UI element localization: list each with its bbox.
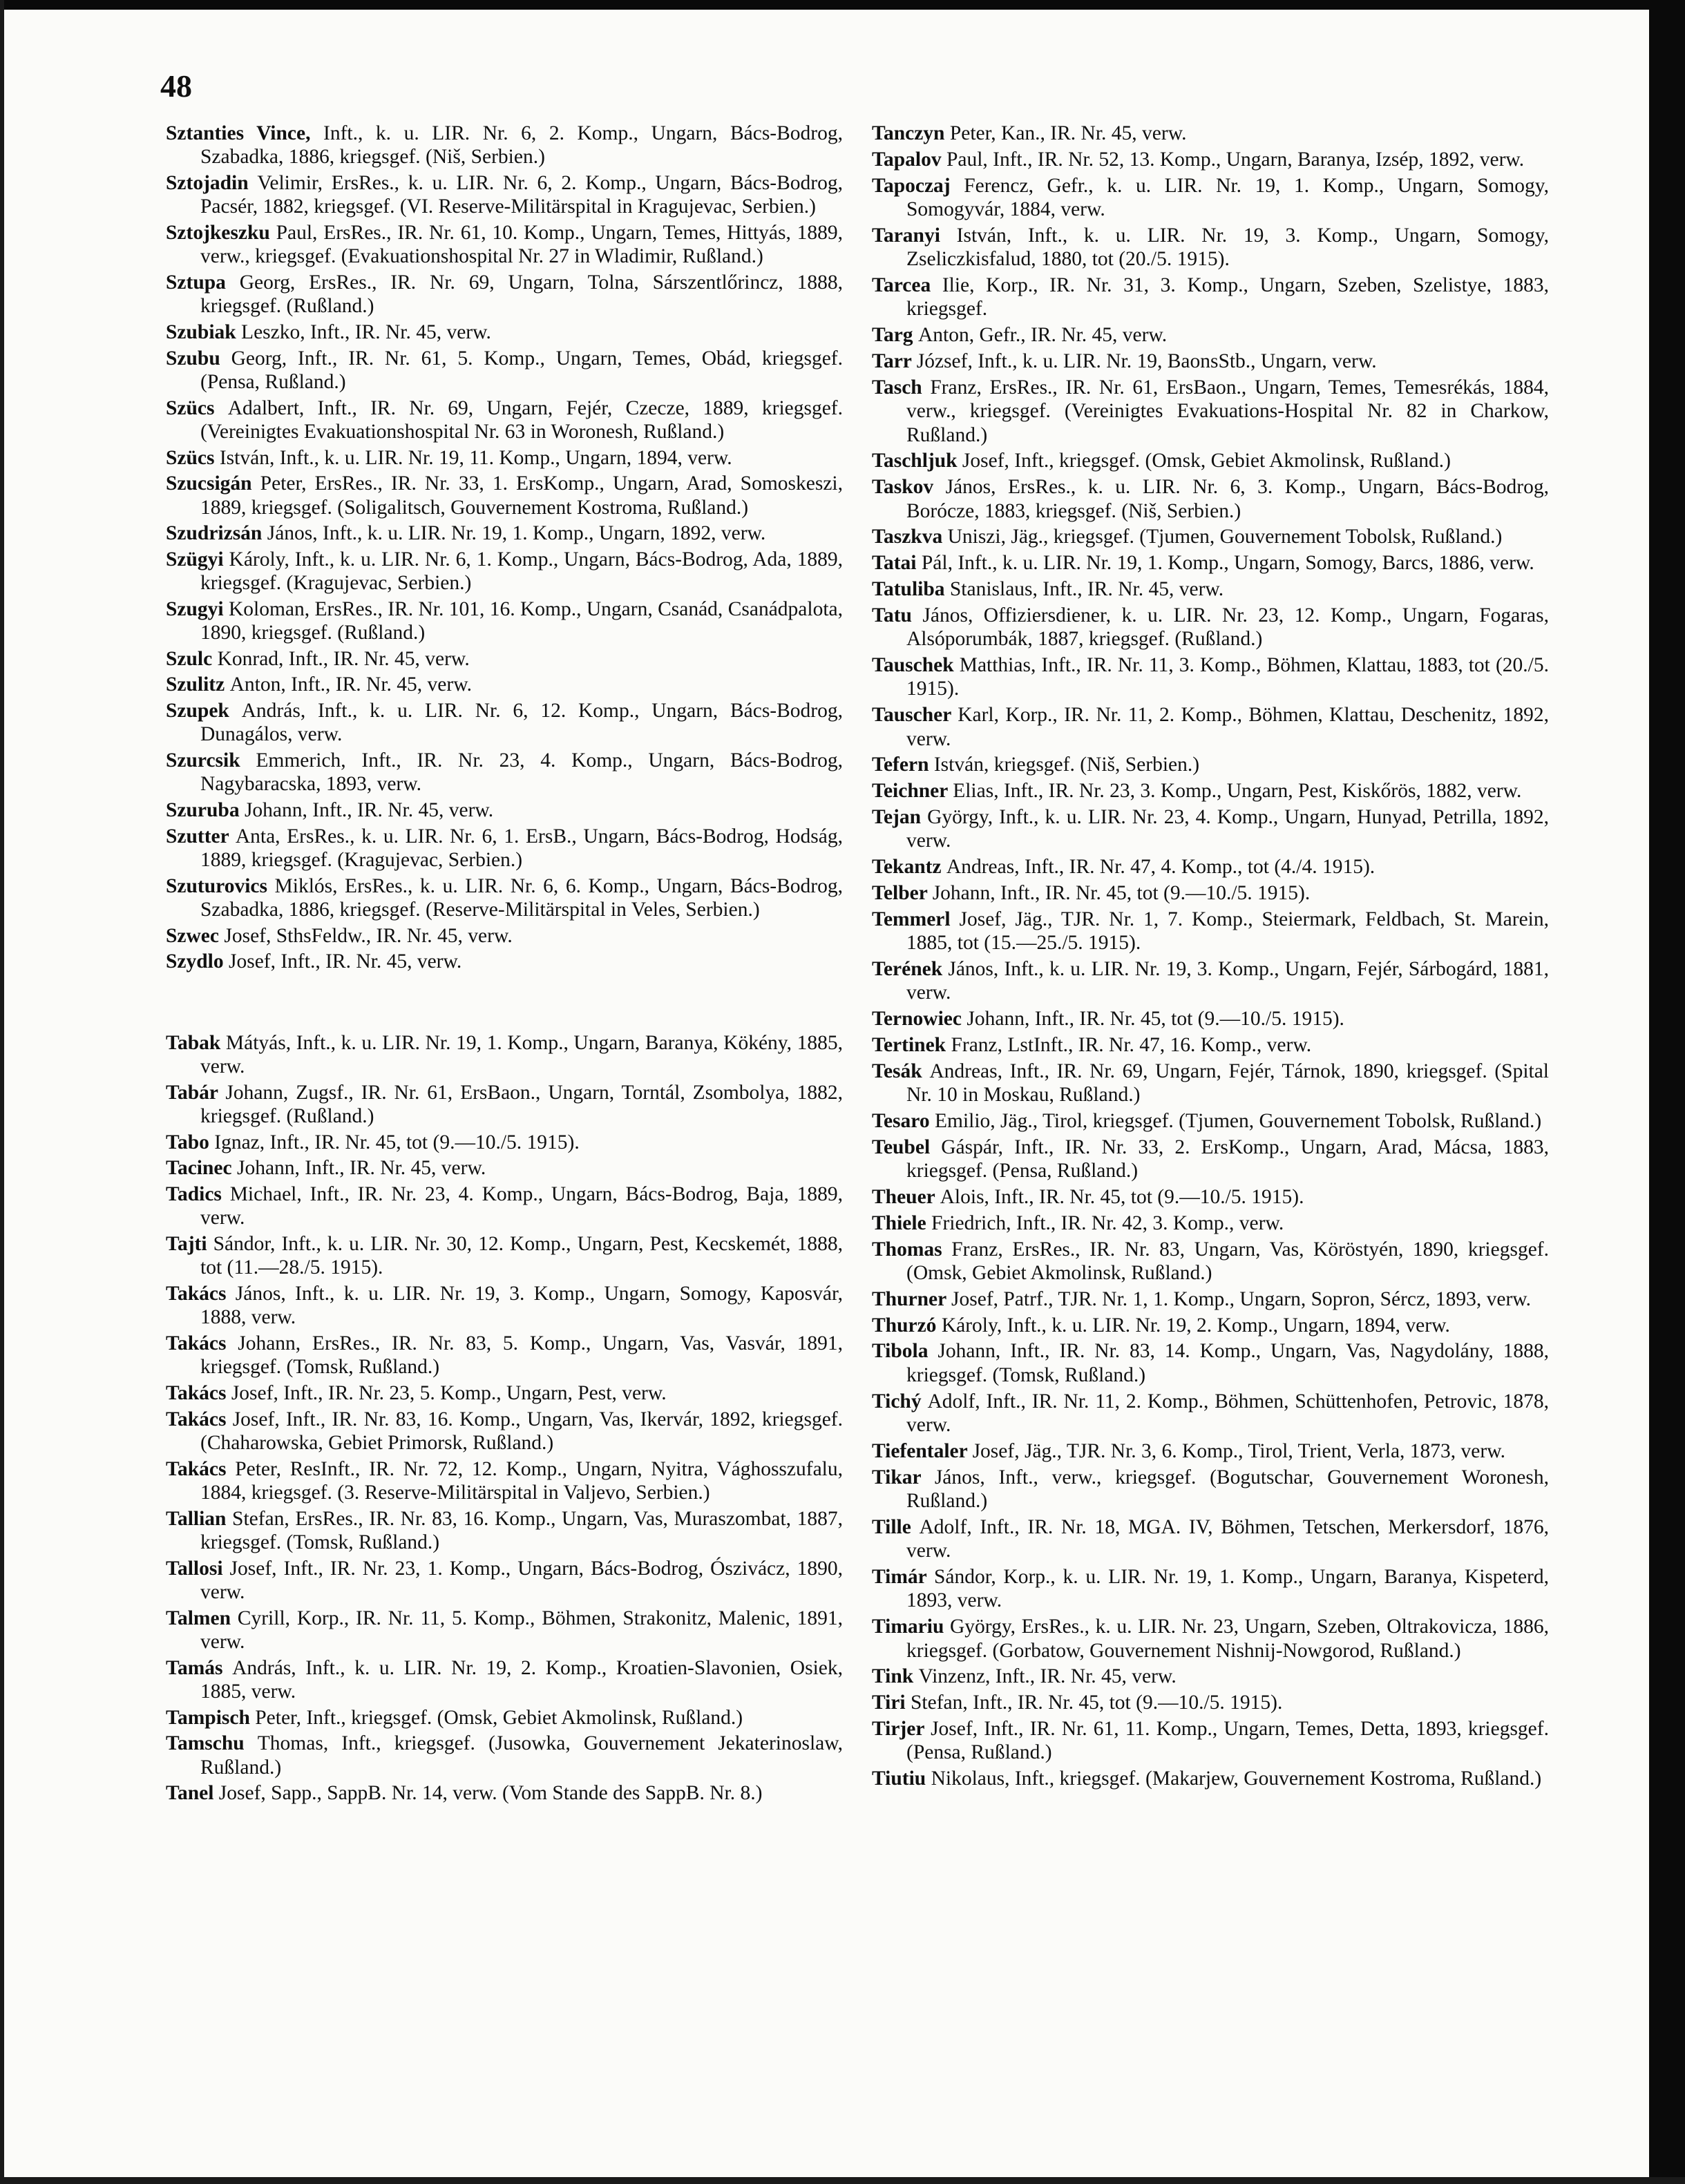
entry-details: Josef, Jäg., TJR. Nr. 1, 7. Komp., Steiermark, Feldbach, St. Marein, 1885, tot (15.—25./5. 1915). xyxy=(906,908,1549,955)
entry-surname: Tekantz xyxy=(872,856,946,879)
list-entry xyxy=(166,1031,843,1079)
entry-surname: Tink xyxy=(872,1665,919,1688)
entry-details: Adalbert, Inft., IR. Nr. 69, Ungarn, Fejér, Czecze, 1889, kriegsgef. (Vereinigtes Evakuationshospital Nr. 63 in Woronesh, Rußland.) xyxy=(200,396,844,443)
entry-surname: Tiri xyxy=(872,1692,911,1714)
entry-surname: Tirjer xyxy=(872,1718,931,1740)
list-entry xyxy=(872,1287,1549,1311)
entry-details: András, Inft., k. u. LIR. Nr. 19, 2. Komp., Kroatien-Slavonien, Osiek, 1885, verw. xyxy=(200,1656,843,1703)
list-entry xyxy=(166,1156,843,1180)
entry-surname: Thurner xyxy=(872,1287,952,1310)
list-entry xyxy=(166,472,843,519)
entry-details: Michael, Inft., IR. Nr. 23, 4. Komp., Ungarn, Bács-Bodrog, Baja, 1889, verw. xyxy=(200,1182,843,1229)
entry-details: András, Inft., k. u. LIR. Nr. 6, 12. Komp., Ungarn, Bács-Bodrog, Dunagálos, verw. xyxy=(200,699,843,746)
entry-details: Anton, Gefr., IR. Nr. 45, verw. xyxy=(917,324,1168,347)
entry-surname: Tasch xyxy=(872,376,931,399)
list-entry xyxy=(872,1767,1549,1790)
entry-details: Stefan, Inft., IR. Nr. 45, tot (9.—10./5. 1915). xyxy=(911,1692,1283,1714)
entry-details: Franz, ErsRes., IR. Nr. 61, ErsBaon., Ungarn, Temes, Temesrékás, 1884, verw., kriegsgef. (Vereinigtes Evakuations-Hospital Nr. 82 in Charkow, Rußland.) xyxy=(906,376,1549,446)
list-entry xyxy=(166,798,843,822)
entry-details: Cyrill, Korp., IR. Nr. 11, 5. Komp., Böhmen, Strakonitz, Malenic, 1891, verw. xyxy=(200,1607,843,1653)
entry-details: Georg, ErsRes., IR. Nr. 69, Ungarn, Tolna, Sárszentlőrincz, 1888, kriegsgef. (Rußland.) xyxy=(200,271,843,318)
list-entry xyxy=(166,221,843,269)
entry-details: Vinzenz, Inft., IR. Nr. 45, verw. xyxy=(918,1665,1177,1688)
list-entry xyxy=(872,957,1549,1005)
entry-details: Károly, Inft., k. u. LIR. Nr. 6, 1. Komp., Ungarn, Bács-Bodrog, Ada, 1889, kriegsgef. (Kragujevac, Serbien.) xyxy=(200,548,843,595)
entry-details: Johann, Zugsf., IR. Nr. 61, ErsBaon., Ungarn, Torntál, Zsombolya, 1882, kriegsgef. (Rußland.) xyxy=(200,1081,844,1128)
list-entry xyxy=(872,449,1549,472)
entry-details: Pál, Inft., k. u. LIR. Nr. 19, 1. Komp., Ungarn, Somogy, Barcs, 1886, verw. xyxy=(921,552,1534,575)
list-entry xyxy=(872,1691,1549,1714)
list-entry xyxy=(872,1615,1549,1663)
list-entry xyxy=(872,908,1549,955)
entry-surname: Sztojkeszku xyxy=(166,222,276,244)
entry-surname: Tatai xyxy=(872,552,922,575)
entry-details: Konrad, Inft., IR. Nr. 45, verw. xyxy=(217,647,470,670)
entry-details: Johann, Inft., IR. Nr. 45, verw. xyxy=(236,1157,486,1180)
list-entry xyxy=(872,703,1549,751)
entry-surname: Sztanties Vince, xyxy=(166,122,324,144)
list-entry xyxy=(166,874,843,922)
list-entry xyxy=(872,1314,1549,1337)
list-entry xyxy=(872,349,1549,373)
entry-surname: Tauscher xyxy=(872,704,958,727)
list-entry xyxy=(166,396,843,444)
entry-details: Josef, Inft., IR. Nr. 45, verw. xyxy=(228,950,462,973)
entry-surname: Tejan xyxy=(872,806,928,828)
entry-details: Nikolaus, Inft., kriegsgef. (Makarjew, Gouvernement Kostroma, Rußland.) xyxy=(931,1768,1542,1790)
entry-surname: Targ xyxy=(872,324,918,347)
list-entry xyxy=(872,881,1549,905)
entry-surname: Szücs xyxy=(166,396,228,419)
entry-details: Leszko, Inft., IR. Nr. 45, verw. xyxy=(241,321,491,343)
list-entry xyxy=(166,673,843,696)
entry-details: Matthias, Inft., IR. Nr. 11, 3. Komp., Böhmen, Klattau, 1883, tot (20./5. 1915). xyxy=(906,654,1549,700)
list-entry xyxy=(872,148,1549,171)
list-entry xyxy=(872,274,1549,321)
entry-details: Ignaz, Inft., IR. Nr. 45, tot (9.—10./5. 1915). xyxy=(214,1131,580,1153)
section-gap xyxy=(166,976,843,1031)
entry-details: Peter, ErsRes., IR. Nr. 33, 1. ErsKomp., Ungarn, Arad, Somoskeszi, 1889, kriegsgef. (Soligalitsch, Gouvernement Kostroma, Rußland.) xyxy=(200,472,843,519)
entry-surname: Tatuliba xyxy=(872,578,950,600)
entry-details: Josef, Inft., kriegsgef. (Omsk, Gebiet Akmolinsk, Rußland.) xyxy=(962,450,1451,472)
list-entry xyxy=(872,174,1549,222)
entry-details: Johann, ErsRes., IR. Nr. 83, 5. Komp., Ungarn, Vas, Vasvár, 1891, kriegsgef. (Tomsk, Rußland.) xyxy=(200,1332,843,1379)
entry-surname: Talmen xyxy=(166,1607,238,1629)
entry-details: István, Inft., k. u. LIR. Nr. 19, 11. Komp., Ungarn, 1894, verw. xyxy=(219,446,732,469)
entry-surname: Tacinec xyxy=(166,1157,237,1180)
entry-details: Georg, Inft., IR. Nr. 61, 5. Komp., Ungarn, Temes, Obád, kriegsgef. (Pensa, Rußland.) xyxy=(200,347,843,393)
list-entry xyxy=(872,1466,1549,1513)
entry-details: József, Inft., k. u. LIR. Nr. 19, BaonsStb., Ungarn, verw. xyxy=(916,350,1377,372)
entry-details: Peter, Inft., kriegsgef. (Omsk, Gebiet Akmolinsk, Rußland.) xyxy=(255,1706,743,1729)
list-entry xyxy=(166,548,843,595)
list-entry xyxy=(872,122,1549,145)
entry-details: János, Inft., k. u. LIR. Nr. 19, 1. Komp., Ungarn, 1892, verw. xyxy=(267,522,766,545)
list-entry xyxy=(166,597,843,645)
entry-surname: Theuer xyxy=(872,1186,940,1208)
list-entry xyxy=(166,1232,843,1280)
entry-surname: Szuturovics xyxy=(166,874,275,897)
list-entry xyxy=(872,1007,1549,1031)
entry-surname: Szulitz xyxy=(166,673,230,696)
entry-surname: Tarr xyxy=(872,350,917,372)
entry-surname: Tarcea xyxy=(872,274,942,296)
entry-surname: Timár xyxy=(872,1566,934,1588)
entry-surname: Taranyi xyxy=(872,224,957,247)
list-entry xyxy=(872,1238,1549,1285)
entry-surname: Szugyi xyxy=(166,597,229,620)
entry-surname: Tibola xyxy=(872,1340,938,1363)
sz-entry-list xyxy=(166,122,843,974)
entry-surname: Tabo xyxy=(166,1131,215,1153)
entry-details: Miklós, ErsRes., k. u. LIR. Nr. 6, 6. Komp., Ungarn, Bács-Bodrog, Szabadka, 1886, kriegsgef. (Reserve-Militärspital in Veles, Serbien.) xyxy=(200,874,844,921)
entry-details: Thomas, Inft., kriegsgef. (Jusowka, Gouvernement Jekaterinoslaw, Rußland.) xyxy=(200,1732,843,1779)
entry-surname: Tiefentaler xyxy=(872,1439,973,1462)
entry-surname: Szydlo xyxy=(166,950,229,973)
entry-details: Andreas, Inft., IR. Nr. 69, Ungarn, Fejér, Tárnok, 1890, kriegsgef. (Spital Nr. 10 in Moskau, Rußland.) xyxy=(906,1060,1550,1107)
entry-surname: Szupek xyxy=(166,699,242,722)
entry-details: Josef, Sapp., SappB. Nr. 14, verw. (Vom Stande des SappB. Nr. 8.) xyxy=(218,1782,763,1805)
entry-surname: Teichner xyxy=(872,780,953,803)
entry-details: Franz, LstInft., IR. Nr. 47, 16. Komp., verw. xyxy=(951,1034,1312,1056)
list-entry xyxy=(166,1408,843,1455)
entry-details: Inft., k. u. LIR. Nr. 6, 2. Komp., Ungarn, Bács-Bodrog, Szabadka, 1886, kriegsgef. (Niš, Serbien.) xyxy=(200,122,843,169)
entry-details: Josef, Inft., IR. Nr. 61, 11. Komp., Ungarn, Temes, Detta, 1893, kriegsgef. (Pensa, Rußland.) xyxy=(906,1718,1549,1764)
entry-details: Mátyás, Inft., k. u. LIR. Nr. 19, 1. Komp., Ungarn, Baranya, Kökény, 1885, verw. xyxy=(200,1031,843,1078)
entry-details: István, Inft., k. u. LIR. Nr. 19, 3. Komp., Ungarn, Somogy, Zseliczkisfalud, 1880, tot (20./5. 1915). xyxy=(906,224,1549,271)
list-entry xyxy=(166,271,843,318)
entry-surname: Taszkva xyxy=(872,526,948,548)
entry-surname: Tatu xyxy=(872,604,923,626)
entry-details: Stanislaus, Inft., IR. Nr. 45, verw. xyxy=(949,578,1224,600)
list-entry xyxy=(166,347,843,394)
entry-details: Paul, ErsRes., IR. Nr. 61, 10. Komp., Ungarn, Temes, Hittyás, 1889, verw., kriegsgef. (Evakuationshospital Nr. 27 in Wladimir, Rußland.) xyxy=(200,222,843,268)
list-entry xyxy=(872,805,1549,853)
page-number: 48 xyxy=(160,68,192,104)
entry-details: Sándor, Korp., k. u. LIR. Nr. 19, 1. Komp., Ungarn, Baranya, Kispeterd, 1893, verw. xyxy=(906,1566,1549,1612)
list-entry xyxy=(872,1185,1549,1209)
entry-details: Elias, Inft., IR. Nr. 23, 3. Komp., Ungarn, Pest, Kiskőrös, 1882, verw. xyxy=(953,780,1522,803)
entry-surname: Temmerl xyxy=(872,908,960,930)
entry-surname: Tikar xyxy=(872,1466,935,1488)
entry-details: Alois, Inft., IR. Nr. 45, tot (9.—10./5. 1915). xyxy=(940,1186,1304,1208)
entry-surname: Teubel xyxy=(872,1136,942,1158)
list-entry xyxy=(166,749,843,796)
left-column xyxy=(166,122,843,1808)
entry-details: Koloman, ErsRes., IR. Nr. 101, 16. Komp., Ungarn, Csanád, Csanádpalota, 1890, kriegsgef. (Rußland.) xyxy=(200,597,843,644)
list-entry xyxy=(872,1060,1549,1107)
entry-details: Gáspár, Inft., IR. Nr. 33, 2. ErsKomp., Ungarn, Arad, Mácsa, 1883, kriegsgef. (Pensa, Rußland.) xyxy=(906,1136,1549,1182)
entry-surname: Telber xyxy=(872,882,933,904)
entry-surname: Szubu xyxy=(166,347,231,370)
entry-surname: Tille xyxy=(872,1515,920,1538)
entry-surname: Tanel xyxy=(166,1782,219,1805)
entry-surname: Takács xyxy=(166,1332,238,1354)
entry-surname: Ternowiec xyxy=(872,1008,967,1031)
entry-surname: Tauschek xyxy=(872,654,960,676)
entry-details: Johann, Inft., IR. Nr. 45, tot (9.—10./5. 1915). xyxy=(932,882,1311,904)
entry-surname: Taschljuk xyxy=(872,450,962,472)
entry-surname: Szücs xyxy=(166,446,220,469)
entry-details: Josef, Inft., IR. Nr. 23, 5. Komp., Ungarn, Pest, verw. xyxy=(231,1381,667,1404)
entry-surname: Tabak xyxy=(166,1031,226,1054)
entry-surname: Szubiak xyxy=(166,321,242,343)
entry-details: Anton, Inft., IR. Nr. 45, verw. xyxy=(229,673,472,696)
list-entry xyxy=(872,653,1549,701)
list-entry xyxy=(872,376,1549,447)
list-entry xyxy=(872,779,1549,803)
list-entry xyxy=(872,1109,1549,1133)
entry-surname: Takács xyxy=(166,1381,231,1404)
entry-details: Emilio, Jäg., Tirol, kriegsgef. (Tjumen, Gouvernement Tobolsk, Rußland.) xyxy=(934,1110,1542,1132)
list-entry xyxy=(872,855,1549,879)
entry-details: Franz, ErsRes., IR. Nr. 83, Ungarn, Vas, Köröstyén, 1890, kriegsgef. (Omsk, Gebiet Akmolinsk, Rußland.) xyxy=(906,1238,1549,1284)
list-entry xyxy=(872,604,1549,651)
entry-surname: Tamschu xyxy=(166,1732,258,1755)
list-entry xyxy=(166,1381,843,1405)
entry-surname: Szwec xyxy=(166,924,225,947)
entry-details: Emmerich, Inft., IR. Nr. 23, 4. Komp., Ungarn, Bács-Bodrog, Nagybaracska, 1893, verw. xyxy=(200,749,843,796)
t-entry-list xyxy=(166,1031,843,1805)
list-entry xyxy=(872,1717,1549,1765)
entry-surname: Tanczyn xyxy=(872,122,950,144)
list-entry xyxy=(166,1507,843,1555)
right-entry-list xyxy=(872,122,1549,1791)
entry-surname: Takács xyxy=(166,1282,236,1305)
list-entry xyxy=(872,753,1549,776)
list-entry xyxy=(166,1557,843,1605)
entry-details: Ilie, Korp., IR. Nr. 31, 3. Komp., Ungarn, Szeben, Szelistye, 1883, kriegsgef. xyxy=(906,274,1549,320)
list-entry xyxy=(872,1665,1549,1688)
entry-details: Josef, Inft., IR. Nr. 23, 1. Komp., Ungarn, Bács-Bodrog, Ószivácz, 1890, verw. xyxy=(200,1557,843,1603)
list-entry xyxy=(872,323,1549,347)
entry-details: Ferencz, Gefr., k. u. LIR. Nr. 19, 1. Komp., Ungarn, Somogy, Somogyvár, 1884, verw. xyxy=(906,174,1550,220)
entry-surname: Tallosi xyxy=(166,1557,230,1580)
list-entry xyxy=(166,950,843,973)
entry-details: Johann, Inft., IR. Nr. 45, verw. xyxy=(244,798,494,821)
list-entry xyxy=(872,577,1549,601)
list-entry xyxy=(166,1131,843,1154)
list-entry xyxy=(166,1081,843,1129)
entry-details: János, Offiziersdiener, k. u. LIR. Nr. 23, 12. Komp., Ungarn, Fogaras, Alsóporumbák, 1887, kriegsgef. (Rußland.) xyxy=(906,604,1549,651)
entry-details: János, Inft., verw., kriegsgef. (Bogutschar, Gouvernement Woronesh, Rußland.) xyxy=(906,1466,1549,1512)
entry-surname: Tabár xyxy=(166,1081,226,1104)
list-entry xyxy=(166,1607,843,1654)
entry-surname: Tertinek xyxy=(872,1034,951,1056)
entry-surname: Tesák xyxy=(872,1060,930,1082)
entry-details: Karl, Korp., IR. Nr. 11, 2. Komp., Böhmen, Klattau, Deschenitz, 1892, verw. xyxy=(906,704,1550,750)
entry-surname: Szucsigán xyxy=(166,472,260,495)
entry-surname: Timariu xyxy=(872,1616,950,1638)
list-entry xyxy=(872,1565,1549,1613)
list-entry xyxy=(166,647,843,671)
list-entry xyxy=(872,475,1549,523)
list-entry xyxy=(872,1439,1549,1463)
scan-border-top xyxy=(0,0,1685,10)
entry-details: Károly, Inft., k. u. LIR. Nr. 19, 2. Komp., Ungarn, 1894, verw. xyxy=(941,1314,1450,1337)
entry-details: Peter, ResInft., IR. Nr. 72, 12. Komp., Ungarn, Nyitra, Vághosszufalu, 1884, kriegsgef. (3. Reserve-Militärspital in Valjevo, Serbien.) xyxy=(200,1457,843,1504)
entry-details: Josef, Patrf., TJR. Nr. 1, 1. Komp., Ungarn, Sopron, Sércz, 1893, verw. xyxy=(951,1287,1532,1310)
entry-surname: Tapalov xyxy=(872,148,946,171)
entry-details: Peter, Kan., IR. Nr. 45, verw. xyxy=(949,122,1187,144)
list-entry xyxy=(166,924,843,948)
entry-surname: Takács xyxy=(166,1457,236,1480)
entry-details: Velimir, ErsRes., k. u. LIR. Nr. 6, 2. Komp., Ungarn, Bács-Bodrog, Pacsér, 1882, kriegsgef. (VI. Reserve-Militärspital in Kragujevac, Serbien.) xyxy=(200,172,843,218)
list-entry xyxy=(166,521,843,545)
list-entry xyxy=(166,699,843,747)
list-entry xyxy=(872,224,1549,271)
entry-details: János, ErsRes., k. u. LIR. Nr. 6, 3. Komp., Ungarn, Bács-Bodrog, Borócze, 1883, kriegsgef. (Niš, Serbien.) xyxy=(906,476,1549,522)
entry-details: Johann, Inft., IR. Nr. 45, tot (9.—10./5. 1915). xyxy=(967,1008,1344,1031)
entry-surname: Tesaro xyxy=(872,1110,935,1132)
list-entry xyxy=(166,1332,843,1379)
scan-border-bottom xyxy=(0,2177,1685,2184)
list-entry xyxy=(872,1515,1549,1563)
entry-surname: Thomas xyxy=(872,1238,952,1261)
list-entry xyxy=(166,1457,843,1505)
list-entry xyxy=(166,171,843,219)
entry-details: Josef, Inft., IR. Nr. 83, 16. Komp., Ungarn, Vas, Ikervár, 1892, kriegsgef. (Chaharowska, Gebiet Primorsk, Rußland.) xyxy=(200,1408,843,1454)
entry-surname: Szügyi xyxy=(166,548,229,571)
entry-surname: Sztojadin xyxy=(166,172,258,194)
entry-surname: Tallian xyxy=(166,1507,233,1530)
list-entry xyxy=(166,825,843,872)
entry-surname: Thurzó xyxy=(872,1314,942,1337)
scan-border-right xyxy=(1649,0,1685,2184)
right-column xyxy=(872,122,1549,1793)
entry-details: Uniszi, Jäg., kriegsgef. (Tjumen, Gouvernement Tobolsk, Rußland.) xyxy=(947,526,1503,548)
entry-surname: Szutter xyxy=(166,825,236,847)
list-entry xyxy=(872,1033,1549,1057)
entry-details: János, Inft., k. u. LIR. Nr. 19, 3. Komp., Ungarn, Fejér, Sárbogárd, 1881, verw. xyxy=(906,958,1550,1004)
entry-details: Anta, ErsRes., k. u. LIR. Nr. 6, 1. ErsB., Ungarn, Bács-Bodrog, Hodság, 1889, kriegsgef. (Kragujevac, Serbien.) xyxy=(200,825,843,871)
entry-details: Josef, Jäg., TJR. Nr. 3, 6. Komp., Tirol, Trient, Verla, 1873, verw. xyxy=(972,1439,1505,1462)
entry-details: György, Inft., k. u. LIR. Nr. 23, 4. Komp., Ungarn, Hunyad, Petrilla, 1892, verw. xyxy=(906,806,1549,852)
entry-surname: Tapoczaj xyxy=(872,174,964,197)
entry-details: Adolf, Inft., IR. Nr. 18, MGA. IV, Böhmen, Tetschen, Merkersdorf, 1876, verw. xyxy=(906,1515,1550,1562)
list-entry xyxy=(166,1781,843,1805)
entry-details: Adolf, Inft., IR. Nr. 11, 2. Komp., Böhmen, Schüttenhofen, Petrovic, 1878, verw. xyxy=(906,1390,1549,1436)
entry-surname: Tadics xyxy=(166,1182,230,1205)
entry-surname: Szurcsik xyxy=(166,749,256,772)
entry-details: János, Inft., k. u. LIR. Nr. 19, 3. Komp., Ungarn, Somogy, Kaposvár, 1888, verw. xyxy=(200,1282,843,1329)
entry-surname: Tampisch xyxy=(166,1706,256,1729)
entry-surname: Szuruba xyxy=(166,798,245,821)
entry-details: István, kriegsgef. (Niš, Serbien.) xyxy=(933,754,1200,776)
entry-surname: Takács xyxy=(166,1408,233,1430)
list-entry xyxy=(166,1732,843,1779)
list-entry xyxy=(872,1136,1549,1183)
entry-surname: Tajti xyxy=(166,1232,213,1255)
scan-border-left xyxy=(0,0,4,2184)
entry-surname: Terének xyxy=(872,958,949,980)
entry-details: György, ErsRes., k. u. LIR. Nr. 23, Ungarn, Szeben, Oltrakovicza, 1886, kriegsgef. (Gorbatow, Gouvernement Nishnij-Nowgorod, Rußland.) xyxy=(906,1616,1549,1662)
list-entry xyxy=(872,1339,1549,1387)
list-entry xyxy=(166,1182,843,1230)
list-entry xyxy=(166,1656,843,1704)
entry-details: Josef, SthsFeldw., IR. Nr. 45, verw. xyxy=(224,924,513,947)
list-entry xyxy=(166,1282,843,1330)
list-entry xyxy=(872,1390,1549,1437)
entry-surname: Tiutiu xyxy=(872,1768,931,1790)
list-entry xyxy=(166,320,843,344)
entry-surname: Tefern xyxy=(872,754,934,776)
entry-details: Sándor, Inft., k. u. LIR. Nr. 30, 12. Komp., Ungarn, Pest, Kecskemét, 1888, tot (11.—28./5. 1915). xyxy=(200,1232,843,1279)
entry-surname: Sztupa xyxy=(166,271,240,294)
list-entry xyxy=(872,1211,1549,1235)
entry-surname: Szudrizsán xyxy=(166,522,267,545)
entry-surname: Tamás xyxy=(166,1656,233,1679)
entry-details: Friedrich, Inft., IR. Nr. 42, 3. Komp., verw. xyxy=(931,1211,1284,1234)
entry-surname: Taskov xyxy=(872,476,946,499)
entry-surname: Tichý xyxy=(872,1390,928,1412)
entry-details: Johann, Inft., IR. Nr. 83, 14. Komp., Ungarn, Vas, Nagydolány, 1888, kriegsgef. (Tomsk, Rußland.) xyxy=(906,1340,1549,1386)
list-entry xyxy=(166,1706,843,1730)
list-entry xyxy=(872,551,1549,575)
list-entry xyxy=(166,446,843,470)
list-entry xyxy=(166,122,843,169)
entry-surname: Szulc xyxy=(166,647,218,670)
entry-surname: Thiele xyxy=(872,1211,932,1234)
list-entry xyxy=(872,525,1549,548)
entry-details: Andreas, Inft., IR. Nr. 47, 4. Komp., tot (4./4. 1915). xyxy=(946,856,1375,879)
entry-details: Stefan, ErsRes., IR. Nr. 83, 16. Komp., Ungarn, Vas, Muraszombat, 1887, kriegsgef. (Tomsk, Rußland.) xyxy=(200,1507,843,1553)
entry-details: Paul, Inft., IR. Nr. 52, 13. Komp., Ungarn, Baranya, Izsép, 1892, verw. xyxy=(946,148,1525,171)
